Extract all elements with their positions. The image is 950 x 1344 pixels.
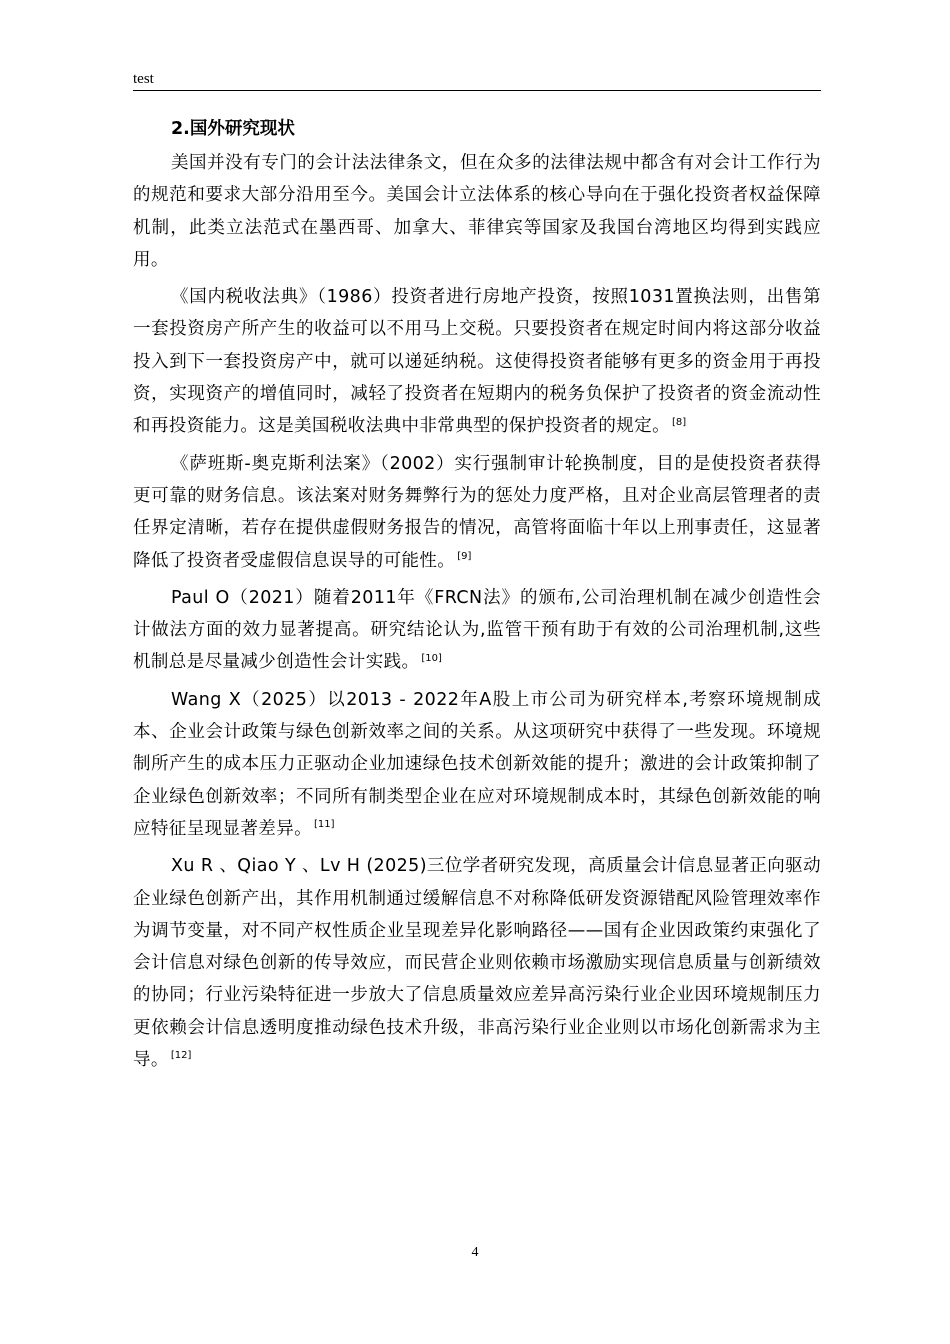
paragraph-text: 美国并没有专门的会计法法律条文，但在众多的法律法规中都含有对会计工作行为的规范和要求大部分沿用至今。美国会计立法体系的核心导向在于强化投资者权益保障机制，此类立法范式在墨西哥、加拿大、菲律宾等国家及我国台湾地区均得到实践应用。	[133, 153, 821, 270]
section-heading: 2.国外研究现状	[171, 119, 295, 139]
paragraph	[133, 850, 821, 1076]
paragraph	[133, 448, 821, 577]
citation-ref: [11]	[314, 819, 335, 831]
paragraph-text: Paul O（2021）随着2011年《FRCN法》的颁布,公司治理机制在减少创造性会计做法方面的效力显著提高。研究结论认为,监管干预有助于有效的公司治理机制,这些机制总是尽量减少创造性会计实践。	[133, 587, 821, 673]
page-body	[133, 113, 821, 1081]
citation-ref: [8]	[672, 416, 687, 428]
paragraph-text: 《国内税收法典》（1986）投资者进行房地产投资，按照1031置换法则，出售第一套投资房产所产生的收益可以不用马上交税。只要投资者在规定时间内将这部分收益投入到下一套投资房产中，就可以递延纳税。这使得投资者能够有更多的资金用于再投资，实现资产的增值同时，减轻了投资者在短期内的税务负保护了投资者的资金流动性和再投资能力。这是美国税收法典中非常典型的保护投资者的规定。	[133, 287, 821, 437]
paragraph	[133, 281, 821, 442]
page-header	[133, 68, 821, 91]
paragraph	[133, 147, 821, 276]
paragraph	[133, 582, 821, 679]
paragraph	[133, 684, 821, 845]
citation-ref: [10]	[421, 652, 442, 664]
citation-ref: [9]	[457, 550, 472, 562]
paragraph-text: 《萨班斯-奥克斯利法案》（2002）实行强制审计轮换制度，目的是使投资者获得更可靠的财务信息。该法案对财务舞弊行为的惩处力度严格，且对企业高层管理者的责任界定清晰，若存在提供虚假财务报告的情况，高管将面临十年以上刑事责任，这显著降低了投资者受虚假信息误导的可能性。	[133, 453, 821, 571]
header-text: test	[133, 71, 154, 87]
page-number: 4	[471, 1245, 479, 1260]
citation-ref: [12]	[170, 1050, 192, 1062]
paragraph-text: Wang X（2025）以2013 - 2022年A股上市公司为研究样本,考察环境规制成本、企业会计政策与绿色创新效率之间的关系。从这项研究中获得了一些发现。环境规制所产生的成本压力正驱动企业加速绿色技术创新效能的提升；激进的会计政策抑制了企业绿色创新效率；不同所有制类型企业在应对环境规制成本时，其绿色创新效能的响应特征呈现显著差异。	[133, 689, 821, 839]
paragraph-text: Xu R 、Qiao Y 、Lv H (2025)三位学者研究发现，高质量会计信息显著正向驱动企业绿色创新产出，其作用机制通过缓解信息不对称降低研发资源错配风险管理效率作为调节变量，对不同产权性质企业呈现差异化影响路径——国有企业因政策约束强化了会计信息对绿色创新的传导效应，而民营企业则依赖市场激励实现信息质量与创新绩效的协同；行业污染特征进一步放大了信息质量效应差异高污染行业企业因环境规制压力更依赖会计信息透明度推动绿色技术升级，非高污染行业企业则以市场化创新需求为主导。	[133, 856, 821, 1071]
